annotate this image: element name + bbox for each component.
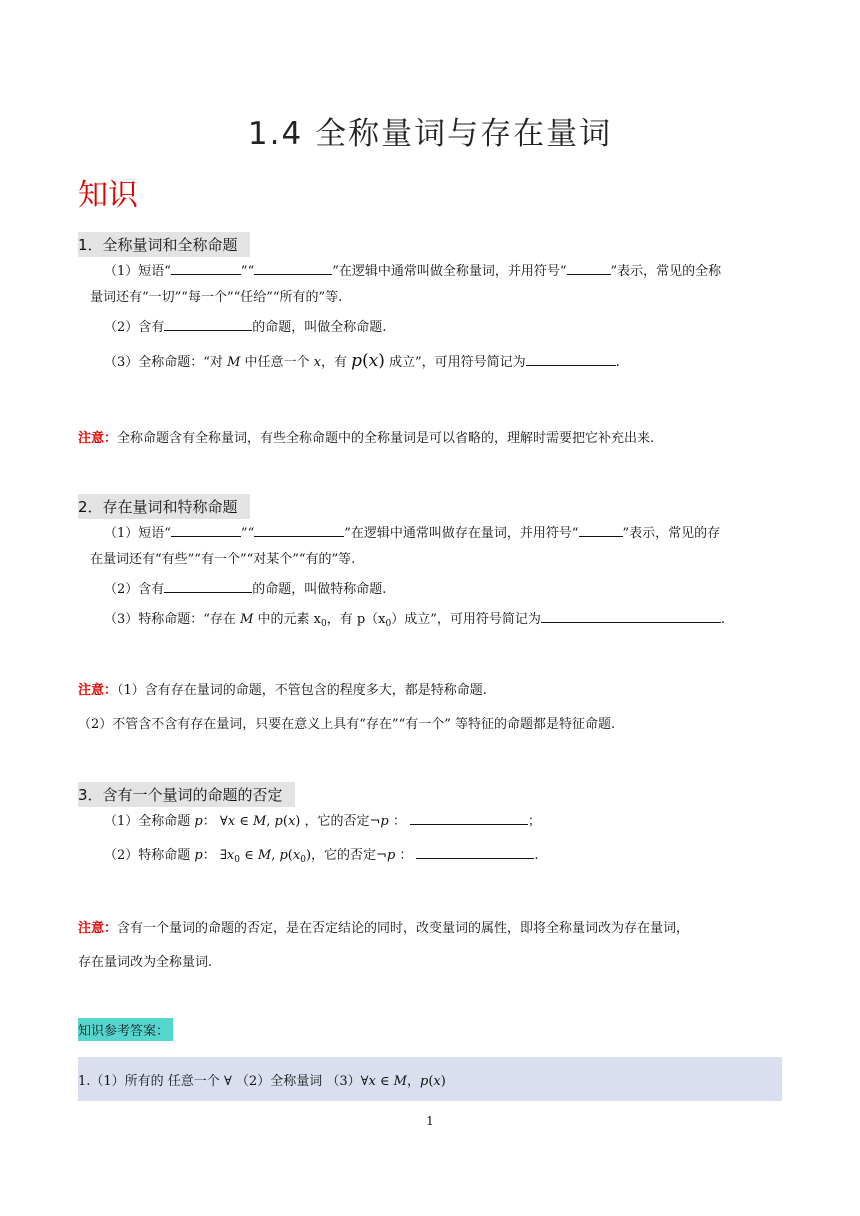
text: （2）含有 xyxy=(104,582,165,597)
math-var: p xyxy=(380,814,389,829)
text: . xyxy=(534,848,539,863)
math-var: x xyxy=(368,351,379,371)
text: 1.（1）所有的 任意一个 ∀ （2）全称量词 （3）∀ xyxy=(78,1074,369,1089)
blank xyxy=(164,580,252,593)
note-label: 注意： xyxy=(78,431,118,446)
text: 中的元素 x xyxy=(253,612,321,627)
subscript: 0 xyxy=(320,619,327,629)
answer-line-1 xyxy=(78,1070,446,1089)
blank xyxy=(410,812,528,825)
text: ”“ xyxy=(240,526,255,541)
blank xyxy=(254,262,332,275)
s1-line-3 xyxy=(104,352,620,372)
section-1-heading: 1．全称量词和全称命题 xyxy=(78,232,250,257)
math-var: x xyxy=(433,1074,441,1089)
note-3-line-2: 存在量词改为全称量词. xyxy=(78,955,213,970)
math-var: p xyxy=(194,848,203,863)
note-text: 含有一个量词的命题的否定，是在否定结论的同时，改变量词的属性，即将全称量词改为存在量词， xyxy=(117,921,690,936)
text: ∈ xyxy=(240,848,258,863)
text: ”表示，常见的全称 xyxy=(610,264,722,279)
text: . xyxy=(615,355,620,370)
page-title: 1.4 全称量词与存在量词 xyxy=(247,116,613,152)
math-var: p xyxy=(194,814,203,829)
math-var: x xyxy=(227,814,236,829)
math-var: x xyxy=(287,814,296,829)
text: , xyxy=(266,814,275,829)
text: ： ∀ xyxy=(202,814,228,829)
blank xyxy=(567,262,611,275)
page-number: 1 xyxy=(426,1114,434,1128)
s2-line-1 xyxy=(104,524,720,543)
math-var: x xyxy=(292,848,301,863)
blank xyxy=(171,524,241,537)
math-var: M xyxy=(257,848,272,863)
note-label: 注意： xyxy=(78,921,118,936)
text: ”在逻辑中通常叫做全称量词，并用符号“ xyxy=(332,264,567,279)
text: ) xyxy=(305,848,312,863)
math-var: M xyxy=(252,814,267,829)
note-label: 注意： xyxy=(78,683,118,698)
s2-line-3 xyxy=(104,610,725,633)
note-text: （1）含有存在量词的命题，不管包含的程度多大，都是特称命题. xyxy=(117,683,487,698)
text: （1）全称命题 xyxy=(104,814,195,829)
math-var: p xyxy=(386,848,396,863)
section-label: 知识 xyxy=(78,178,138,213)
subscript: 0 xyxy=(234,855,240,865)
math-var: M xyxy=(393,1074,407,1089)
text: ，它的否定¬ xyxy=(300,814,381,829)
math-var: M xyxy=(227,355,241,370)
text: （3）全称命题：“对 xyxy=(104,355,228,370)
answers-label: 知识参考答案： xyxy=(78,1018,173,1041)
text: （3）特称命题：“存在 xyxy=(104,612,241,627)
blank xyxy=(164,318,252,331)
math-var: M xyxy=(240,612,254,627)
text: （1）短语“ xyxy=(104,264,171,279)
blank xyxy=(541,610,721,623)
text: . xyxy=(720,612,726,627)
text: ）成立”，可用符号简记为 xyxy=(391,612,541,627)
text: , xyxy=(271,848,280,863)
math-var: p xyxy=(279,848,288,863)
text: 成立”，可用符号简记为 xyxy=(384,355,526,370)
note-1 xyxy=(78,430,654,448)
subscript: 0 xyxy=(385,619,392,629)
text: ”“ xyxy=(240,264,255,279)
subscript: 0 xyxy=(300,855,306,865)
math-paren: ) xyxy=(378,351,385,371)
s3-line-2 xyxy=(104,846,539,869)
text: 的命题，叫做全称命题. xyxy=(252,320,387,335)
text: （2）特称命题 xyxy=(104,848,195,863)
text: ) xyxy=(440,1074,446,1089)
math-var: p xyxy=(274,814,283,829)
blank xyxy=(416,846,534,859)
text: ，有 p（x xyxy=(326,612,386,627)
text: ： xyxy=(388,814,406,829)
text: ( xyxy=(287,848,293,863)
note-2-line-2: （2）不管含不含有存在量词，只要在意义上具有“存在”“有一个” 等特征的命题都是特征命题. xyxy=(78,717,616,732)
s1-line-1-cont: 量词还有“一切”“每一个”“任给”“所有的”等. xyxy=(90,290,343,305)
text: ( xyxy=(428,1074,434,1089)
text: ： ∃ xyxy=(202,848,227,863)
s2-line-2 xyxy=(104,580,386,599)
note-2 xyxy=(78,682,487,700)
text: 的命题，叫做特称命题. xyxy=(252,582,387,597)
text: （2）含有 xyxy=(104,320,165,335)
math-var: x xyxy=(226,848,235,863)
blank xyxy=(579,524,623,537)
math-paren: ( xyxy=(362,351,369,371)
section-3-heading: 3．含有一个量词的命题的否定 xyxy=(78,782,295,807)
text: ： xyxy=(395,848,413,863)
text: （1）短语“ xyxy=(104,526,171,541)
s2-line-1-cont: 在量词还有“有些”“有一个”“对某个”“有的”等. xyxy=(90,552,356,567)
text: ，有 xyxy=(320,355,352,370)
text: ∈ xyxy=(235,814,253,829)
s1-line-2 xyxy=(104,318,386,337)
math-var: x xyxy=(368,1074,376,1089)
text: ∈ xyxy=(375,1074,394,1089)
note-text: 全称命题含有全称量词，有些全称命题中的全称量词是可以省略的，理解时需要把它补充出来. xyxy=(117,431,655,446)
text: ( xyxy=(282,814,288,829)
text: ； xyxy=(527,814,541,829)
text: ， xyxy=(406,1074,420,1089)
section-2-heading: 2．存在量词和特称命题 xyxy=(78,494,250,519)
math-var: p xyxy=(420,1074,429,1089)
s1-line-1 xyxy=(104,262,721,281)
blank xyxy=(526,353,616,366)
note-3 xyxy=(78,920,689,938)
text: 中任意一个 xyxy=(240,355,314,370)
s3-line-1 xyxy=(104,812,541,831)
text: ”表示，常见的存 xyxy=(622,526,721,541)
math-var: p xyxy=(351,351,363,371)
blank xyxy=(254,524,344,537)
text: ”在逻辑中通常叫做存在量词，并用符号“ xyxy=(344,526,579,541)
blank xyxy=(171,262,241,275)
math-var: x xyxy=(313,355,321,370)
text: ，它的否定¬ xyxy=(311,848,387,863)
text: ) xyxy=(295,814,301,829)
